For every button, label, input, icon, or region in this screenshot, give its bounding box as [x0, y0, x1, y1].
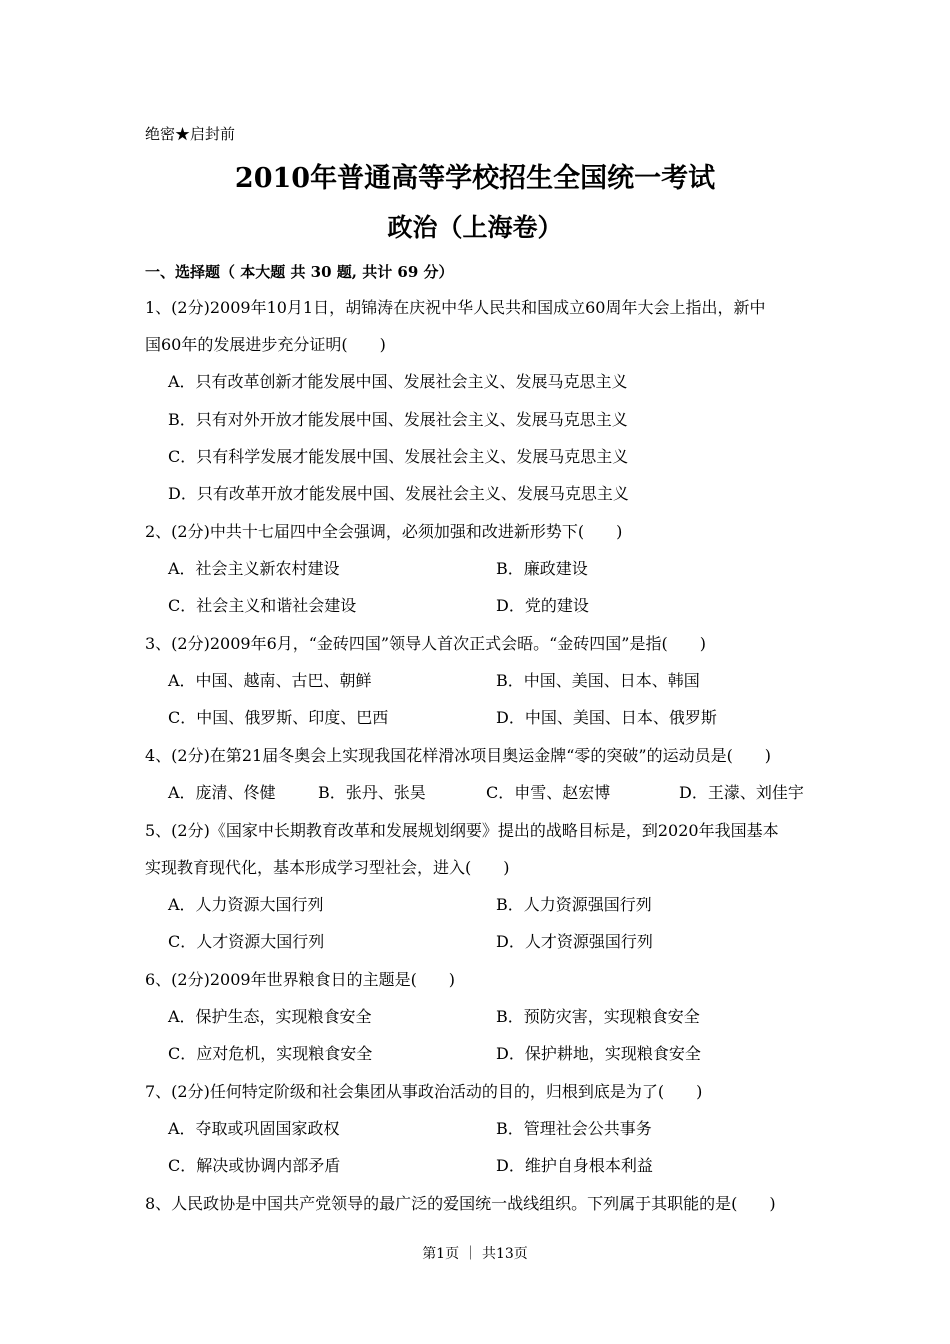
question-7-option-b: B．管理社会公共事务	[496, 1119, 652, 1138]
secret-label: 绝密★启封前	[145, 125, 236, 143]
question-7-option-a: A．夺取或巩固国家政权	[168, 1119, 340, 1138]
question-6-stem: 6、(2分)2009年世界粮食日的主题是( )	[145, 970, 456, 989]
question-1-option-d: D．只有改革开放才能发展中国、发展社会主义、发展马克思主义	[168, 484, 629, 503]
question-6-option-d: D．保护耕地，实现粮食安全	[496, 1044, 701, 1063]
question-2-option-b: B．廉政建设	[496, 559, 588, 578]
question-8-stem: 8、人民政协是中国共产党领导的最广泛的爱国统一战线组织。下列属于其职能的是( )	[145, 1194, 776, 1213]
question-5-option-d: D．人才资源强国行列	[496, 932, 653, 951]
question-2-option-c: C．社会主义和谐社会建设	[168, 596, 357, 615]
question-1-option-b: B．只有对外开放才能发展中国、发展社会主义、发展马克思主义	[168, 410, 628, 429]
question-2-option-a: A．社会主义新农村建设	[168, 559, 340, 578]
question-6-option-c: C．应对危机，实现粮食安全	[168, 1044, 373, 1063]
question-7-option-d: D．维护自身根本利益	[496, 1156, 653, 1175]
question-2-option-d: D．党的建设	[496, 596, 589, 615]
question-5-stem-line-2: 实现教育现代化，基本形成学习型社会，进入( )	[145, 858, 510, 877]
question-6-option-b: B．预防灾害，实现粮食安全	[496, 1007, 700, 1026]
exam-title: 2010年普通高等学校招生全国统一考试	[234, 163, 716, 194]
question-6-option-a: A．保护生态，实现粮食安全	[168, 1007, 372, 1026]
question-3-option-a: A．中国、越南、古巴、朝鲜	[168, 671, 372, 690]
question-1-stem-line-1: 1、(2分)2009年10月1日，胡锦涛在庆祝中华人民共和国成立60周年大会上指出，新中	[145, 298, 766, 317]
section-heading: 一、选择题（ 本大题 共 30 题, 共计 69 分）	[145, 263, 454, 281]
exam-subtitle: 政治（上海卷）	[387, 213, 563, 242]
question-3-option-c: C．中国、俄罗斯、印度、巴西	[168, 708, 389, 727]
question-3-option-d: D．中国、美国、日本、俄罗斯	[496, 708, 717, 727]
question-1-stem-line-2: 国60年的发展进步充分证明( )	[145, 335, 386, 354]
question-1-option-a: A．只有改革创新才能发展中国、发展社会主义、发展马克思主义	[168, 372, 628, 391]
question-4-stem: 4、(2分)在第21届冬奥会上实现我国花样滑冰项目奥运金牌“零的突破”的运动员是( )	[145, 746, 772, 765]
question-4-option-a: A．庞清、佟健	[168, 783, 276, 802]
question-1-option-c: C．只有科学发展才能发展中国、发展社会主义、发展马克思主义	[168, 447, 629, 466]
question-4-option-d: D．王濛、刘佳宇	[679, 783, 804, 802]
question-5-stem-line-1: 5、(2分)《国家中长期教育改革和发展规划纲要》提出的战略目标是，到2020年我国基本	[145, 821, 779, 840]
page-footer: 第1页 ｜ 共13页	[422, 1246, 528, 1262]
question-4-option-b: B．张丹、张昊	[318, 783, 426, 802]
question-5-option-a: A．人力资源大国行列	[168, 895, 324, 914]
question-3-option-b: B．中国、美国、日本、韩国	[496, 671, 700, 690]
question-7-stem: 7、(2分)任何特定阶级和社会集团从事政治活动的目的，归根到底是为了( )	[145, 1082, 703, 1101]
question-5-option-c: C．人才资源大国行列	[168, 932, 325, 951]
question-4-option-c: C．申雪、赵宏博	[486, 783, 611, 802]
question-2-stem: 2、(2分)中共十七届四中全会强调，必须加强和改进新形势下( )	[145, 522, 623, 541]
question-5-option-b: B．人力资源强国行列	[496, 895, 652, 914]
question-7-option-c: C．解决或协调内部矛盾	[168, 1156, 341, 1175]
question-3-stem: 3、(2分)2009年6月，“金砖四国”领导人首次正式会晤。“金砖四国”是指( )	[145, 634, 706, 653]
